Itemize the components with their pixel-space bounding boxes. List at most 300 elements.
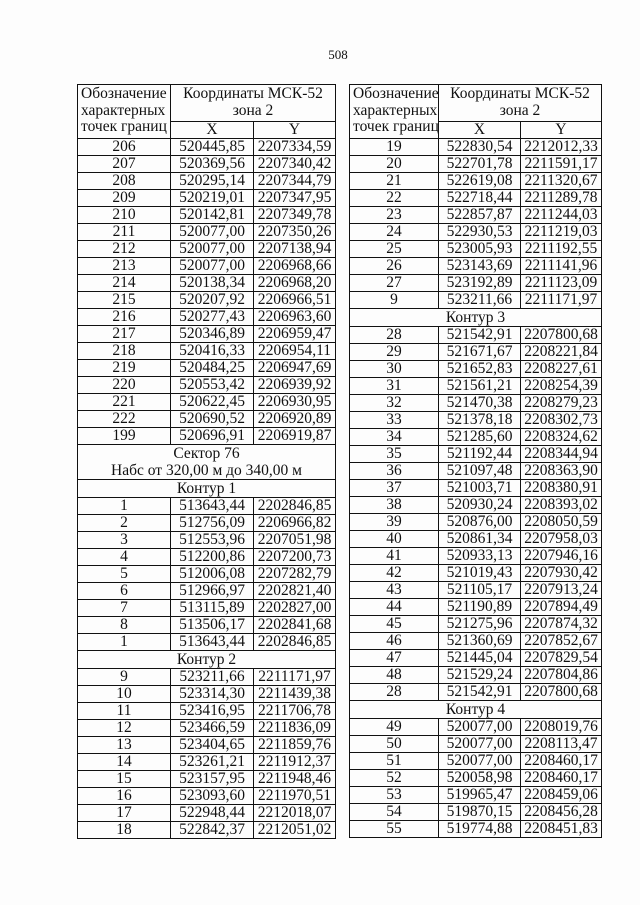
y-coordinate-cell: 2211439,38 [254,686,336,703]
y-coordinate-cell: 2211948,46 [254,771,336,788]
point-id-cell: 6 [78,583,171,600]
table-row [350,821,602,838]
x-coordinate-cell: 521542,91 [439,327,521,344]
section-title-line: Контур 3 [445,309,506,326]
section-row [350,701,602,719]
y-coordinate-cell: 2211912,37 [254,754,336,771]
point-id-cell: 209 [78,190,171,207]
x-coordinate-cell: 513115,89 [171,600,254,617]
x-coordinate-cell: 520077,00 [439,736,521,753]
y-coordinate-cell: 2208460,17 [521,753,602,770]
point-id-cell: 46 [350,633,439,650]
point-id-cell: 17 [78,805,171,822]
table-row [350,514,602,531]
table-row [78,173,336,190]
point-id-cell: 208 [78,173,171,190]
header-line: точек границ [81,118,167,135]
section-title-line: Сектор 76 [173,445,240,462]
y-coordinate-cell: 2207800,68 [521,327,602,344]
table-row [350,429,602,446]
y-coordinate-cell: 2208324,62 [521,429,602,446]
y-coordinate-cell: 2206954,11 [254,343,336,360]
point-id-cell: 14 [78,754,171,771]
x-coordinate-cell: 521671,67 [439,344,521,361]
y-coordinate-cell: 2211123,09 [521,275,602,292]
coordinates-header [439,85,602,122]
x-coordinate-cell: 521561,21 [439,378,521,395]
x-coordinate-cell: 520484,25 [171,360,254,377]
x-coordinate-cell: 519965,47 [439,787,521,804]
x-coordinate-cell: 523157,95 [171,771,254,788]
table-row [350,599,602,616]
page-number: 508 [328,47,348,62]
y-coordinate-cell: 2211289,78 [521,190,602,207]
x-coordinate-cell: 520930,24 [439,497,521,514]
y-coordinate-cell: 2208380,91 [521,480,602,497]
table-row [78,343,336,360]
x-coordinate-cell: 520933,13 [439,548,521,565]
y-coordinate-cell: 2208344,94 [521,446,602,463]
point-id-cell: 213 [78,258,171,275]
point-id-cell: 199 [78,428,171,445]
table-row [350,173,602,190]
point-id-cell: 28 [350,327,439,344]
point-id-cell: 21 [350,173,439,190]
point-id-cell: 210 [78,207,171,224]
y-coordinate-cell: 2206966,82 [254,515,336,532]
point-id-cell: 51 [350,753,439,770]
x-coordinate-cell: 521378,18 [439,412,521,429]
y-coordinate-cell: 2211970,51 [254,788,336,805]
y-coordinate-cell: 2211320,67 [521,173,602,190]
point-id-cell: 41 [350,548,439,565]
point-id-cell: 44 [350,599,439,616]
x-coordinate-cell: 523466,59 [171,720,254,737]
x-coordinate-cell: 521275,96 [439,616,521,633]
point-id-cell: 28 [350,684,439,701]
table-row [78,275,336,292]
point-id-cell: 43 [350,582,439,599]
y-coordinate-cell: 2207852,67 [521,633,602,650]
x-coordinate-cell: 512756,09 [171,515,254,532]
y-coordinate-cell: 2211219,03 [521,224,602,241]
table-row [350,497,602,514]
point-id-cell: 8 [78,617,171,634]
table-row [78,771,336,788]
x-column-header: X [439,122,521,139]
point-id-cell: 15 [78,771,171,788]
y-coordinate-cell: 2207200,73 [254,549,336,566]
point-id-cell: 37 [350,480,439,497]
table-row [78,720,336,737]
point-id-cell: 221 [78,394,171,411]
x-coordinate-cell: 520622,45 [171,394,254,411]
y-coordinate-cell: 2206919,87 [254,428,336,445]
y-coordinate-cell: 2207334,59 [254,139,336,156]
table-row [350,616,602,633]
table-row [78,309,336,326]
coordinates-table-right [349,84,602,838]
x-coordinate-cell: 520861,34 [439,531,521,548]
coordinates-header [171,85,336,122]
table-row [350,531,602,548]
x-coordinate-cell: 522857,87 [439,207,521,224]
table-row [350,480,602,497]
table-row [350,684,602,701]
section-title [350,701,602,719]
table-row [78,634,336,651]
table-row [78,566,336,583]
section-title [78,651,336,669]
y-coordinate-cell: 2207930,42 [521,565,602,582]
x-coordinate-cell: 512553,96 [171,532,254,549]
y-coordinate-cell: 2207874,32 [521,616,602,633]
x-coordinate-cell: 520077,00 [439,753,521,770]
x-coordinate-cell: 519774,88 [439,821,521,838]
x-coordinate-cell: 521190,89 [439,599,521,616]
section-row [78,480,336,498]
x-coordinate-cell: 523005,93 [439,241,521,258]
y-coordinate-cell: 2208460,17 [521,770,602,787]
table-row [350,667,602,684]
y-coordinate-cell: 2211244,03 [521,207,602,224]
table-row [350,633,602,650]
table-row [350,446,602,463]
y-coordinate-cell: 2208456,28 [521,804,602,821]
x-coordinate-cell: 520058,98 [439,770,521,787]
header-line: зона 2 [232,101,274,119]
point-id-cell: 1 [78,634,171,651]
y-coordinate-cell: 2207913,24 [521,582,602,599]
x-coordinate-cell: 522619,08 [439,173,521,190]
point-id-cell: 45 [350,616,439,633]
x-coordinate-cell: 520553,42 [171,377,254,394]
y-coordinate-cell: 2211171,97 [521,292,602,309]
point-id-cell: 30 [350,361,439,378]
y-coordinate-cell: 2206947,69 [254,360,336,377]
table-row [350,327,602,344]
table-row [78,549,336,566]
header-line: Координаты МСК-52 [183,85,323,102]
table-row [78,428,336,445]
y-coordinate-cell: 2207282,79 [254,566,336,583]
x-coordinate-cell: 513506,17 [171,617,254,634]
table-row [350,736,602,753]
y-coordinate-cell: 2206959,47 [254,326,336,343]
y-coordinate-cell: 2211591,17 [521,156,602,173]
table-row [350,719,602,736]
point-id-cell: 215 [78,292,171,309]
x-coordinate-cell: 521019,43 [439,565,521,582]
header-line: характерных [81,101,166,119]
section-row [78,651,336,669]
table-row [78,139,336,156]
point-id-cell: 2 [78,515,171,532]
header-line: Координаты МСК-52 [450,85,590,102]
point-id-cell: 216 [78,309,171,326]
y-coordinate-cell: 2208050,59 [521,514,602,531]
x-coordinate-cell: 512006,08 [171,566,254,583]
x-coordinate-cell: 523404,65 [171,737,254,754]
table-row [350,292,602,309]
x-coordinate-cell: 523093,60 [171,788,254,805]
y-coordinate-cell: 2206968,66 [254,258,336,275]
point-id-cell: 40 [350,531,439,548]
section-title-line: Контур 1 [176,480,237,497]
table-row [78,241,336,258]
point-id-cell: 3 [78,532,171,549]
point-id-cell: 31 [350,378,439,395]
table-body [78,139,336,839]
y-coordinate-cell: 2206966,51 [254,292,336,309]
table-row [350,258,602,275]
point-id-cell: 26 [350,258,439,275]
point-id-cell: 214 [78,275,171,292]
x-coordinate-cell: 521542,91 [439,684,521,701]
x-coordinate-cell: 521105,17 [439,582,521,599]
table-row [350,582,602,599]
x-coordinate-cell: 520369,56 [171,156,254,173]
y-coordinate-cell: 2207340,42 [254,156,336,173]
x-coordinate-cell: 523416,95 [171,703,254,720]
y-coordinate-cell: 2206968,20 [254,275,336,292]
x-coordinate-cell: 523261,21 [171,754,254,771]
table-row [350,787,602,804]
point-id-cell: 211 [78,224,171,241]
point-id-cell: 36 [350,463,439,480]
y-coordinate-cell: 2207349,78 [254,207,336,224]
point-id-cell: 23 [350,207,439,224]
y-coordinate-cell: 2208113,47 [521,736,602,753]
point-id-cell: 10 [78,686,171,703]
x-coordinate-cell: 523211,66 [171,669,254,686]
point-id-cell: 219 [78,360,171,377]
table-row [350,156,602,173]
table-row [78,583,336,600]
x-coordinate-cell: 520277,43 [171,309,254,326]
y-coordinate-cell: 2208459,06 [521,787,602,804]
table-row [78,788,336,805]
x-coordinate-cell: 523192,89 [439,275,521,292]
table-row [78,411,336,428]
point-id-cell: 13 [78,737,171,754]
y-coordinate-cell: 2212051,02 [254,822,336,839]
x-coordinate-cell: 520876,00 [439,514,521,531]
x-coordinate-cell: 520690,52 [171,411,254,428]
y-coordinate-cell: 2208227,61 [521,361,602,378]
table-row [78,498,336,515]
y-coordinate-cell: 2206920,89 [254,411,336,428]
table-row [78,822,336,839]
table-row [350,139,602,156]
x-coordinate-cell: 521529,24 [439,667,521,684]
table-row [350,190,602,207]
point-id-cell: 27 [350,275,439,292]
point-id-cell: 52 [350,770,439,787]
x-coordinate-cell: 520077,00 [171,224,254,241]
point-id-cell: 32 [350,395,439,412]
point-id-cell: 212 [78,241,171,258]
table-row [350,224,602,241]
section-row [78,445,336,480]
y-coordinate-cell: 2211836,09 [254,720,336,737]
x-coordinate-cell: 520207,92 [171,292,254,309]
y-coordinate-cell: 2208019,76 [521,719,602,736]
y-coordinate-cell: 2211141,96 [521,258,602,275]
x-coordinate-cell: 522842,37 [171,822,254,839]
x-coordinate-cell: 521652,83 [439,361,521,378]
point-id-cell: 42 [350,565,439,582]
table-row [350,241,602,258]
y-coordinate-cell: 2207946,16 [521,548,602,565]
table-row [350,378,602,395]
point-id-cell: 1 [78,498,171,515]
y-coordinate-cell: 2202821,40 [254,583,336,600]
point-designation-header [78,85,171,139]
y-coordinate-cell: 2207138,94 [254,241,336,258]
table-row [350,650,602,667]
y-coordinate-cell: 2206939,92 [254,377,336,394]
y-coordinate-cell: 2202846,85 [254,498,336,515]
x-coordinate-cell: 521285,60 [439,429,521,446]
table-row [350,804,602,821]
y-coordinate-cell: 2207347,95 [254,190,336,207]
point-id-cell: 55 [350,821,439,838]
y-coordinate-cell: 2208393,02 [521,497,602,514]
x-coordinate-cell: 520416,33 [171,343,254,360]
x-coordinate-cell: 519870,15 [439,804,521,821]
x-coordinate-cell: 520077,00 [439,719,521,736]
section-title-line: Контур 4 [445,701,506,718]
coordinates-table-left [77,84,336,839]
table-row [78,669,336,686]
y-coordinate-cell: 2212012,33 [521,139,602,156]
y-coordinate-cell: 2207829,54 [521,650,602,667]
section-title [350,309,602,327]
y-coordinate-cell: 2207800,68 [521,684,602,701]
point-id-cell: 12 [78,720,171,737]
table-row [78,600,336,617]
x-coordinate-cell: 512200,86 [171,549,254,566]
x-coordinate-cell: 521097,48 [439,463,521,480]
point-id-cell: 54 [350,804,439,821]
x-coordinate-cell: 513643,44 [171,634,254,651]
table-row [78,190,336,207]
point-id-cell: 9 [78,669,171,686]
point-id-cell: 35 [350,446,439,463]
x-coordinate-cell: 521003,71 [439,480,521,497]
x-coordinate-cell: 520138,34 [171,275,254,292]
header-row [350,85,602,122]
y-column-header: Y [254,122,336,139]
table-row [350,207,602,224]
table-body [350,139,602,838]
y-coordinate-cell: 2202827,00 [254,600,336,617]
point-id-cell: 20 [350,156,439,173]
y-coordinate-cell: 2207051,98 [254,532,336,549]
header-line: характерных [353,101,438,119]
y-coordinate-cell: 2208254,39 [521,378,602,395]
x-coordinate-cell: 520445,85 [171,139,254,156]
y-coordinate-cell: 2208221,84 [521,344,602,361]
x-coordinate-cell: 520219,01 [171,190,254,207]
table-row [78,207,336,224]
y-coordinate-cell: 2208279,23 [521,395,602,412]
point-id-cell: 39 [350,514,439,531]
point-id-cell: 5 [78,566,171,583]
section-row [350,309,602,327]
point-id-cell: 48 [350,667,439,684]
point-id-cell: 34 [350,429,439,446]
point-id-cell: 22 [350,190,439,207]
y-coordinate-cell: 2202841,68 [254,617,336,634]
y-coordinate-cell: 2211171,97 [254,669,336,686]
header-line: зона 2 [499,101,541,119]
x-coordinate-cell: 522830,54 [439,139,521,156]
table-row [78,617,336,634]
y-coordinate-cell: 2207804,86 [521,667,602,684]
table-row [78,360,336,377]
x-coordinate-cell: 521360,69 [439,633,521,650]
y-coordinate-cell: 2208302,73 [521,412,602,429]
table-row [350,361,602,378]
table-row [78,703,336,720]
point-id-cell: 47 [350,650,439,667]
point-id-cell: 217 [78,326,171,343]
x-coordinate-cell: 521192,44 [439,446,521,463]
y-coordinate-cell: 2212018,07 [254,805,336,822]
header-line: Обозначение [353,85,439,102]
y-coordinate-cell: 2202846,85 [254,634,336,651]
table-row [78,224,336,241]
point-id-cell: 38 [350,497,439,514]
point-id-cell: 53 [350,787,439,804]
x-coordinate-cell: 522948,44 [171,805,254,822]
header-line: точек границ [353,118,439,135]
x-coordinate-cell: 522930,53 [439,224,521,241]
table-row [350,753,602,770]
y-coordinate-cell: 2206930,95 [254,394,336,411]
point-id-cell: 4 [78,549,171,566]
section-title-line: Контур 2 [176,651,237,668]
x-coordinate-cell: 523143,69 [439,258,521,275]
point-id-cell: 7 [78,600,171,617]
point-id-cell: 11 [78,703,171,720]
table-row [78,737,336,754]
table-row [78,805,336,822]
point-id-cell: 19 [350,139,439,156]
x-coordinate-cell: 522701,78 [439,156,521,173]
point-id-cell: 49 [350,719,439,736]
y-coordinate-cell: 2207894,49 [521,599,602,616]
x-coordinate-cell: 520346,89 [171,326,254,343]
point-id-cell: 24 [350,224,439,241]
x-coordinate-cell: 513643,44 [171,498,254,515]
y-coordinate-cell: 2207350,26 [254,224,336,241]
x-coordinate-cell: 521470,38 [439,395,521,412]
x-coordinate-cell: 521445,04 [439,650,521,667]
header-line: Обозначение [81,85,167,102]
point-id-cell: 9 [350,292,439,309]
point-id-cell: 18 [78,822,171,839]
y-coordinate-cell: 2208451,83 [521,821,602,838]
y-coordinate-cell: 2211192,55 [521,241,602,258]
point-id-cell: 25 [350,241,439,258]
x-coordinate-cell: 520077,00 [171,258,254,275]
table-row [78,686,336,703]
x-coordinate-cell: 523211,66 [439,292,521,309]
table-row [350,412,602,429]
